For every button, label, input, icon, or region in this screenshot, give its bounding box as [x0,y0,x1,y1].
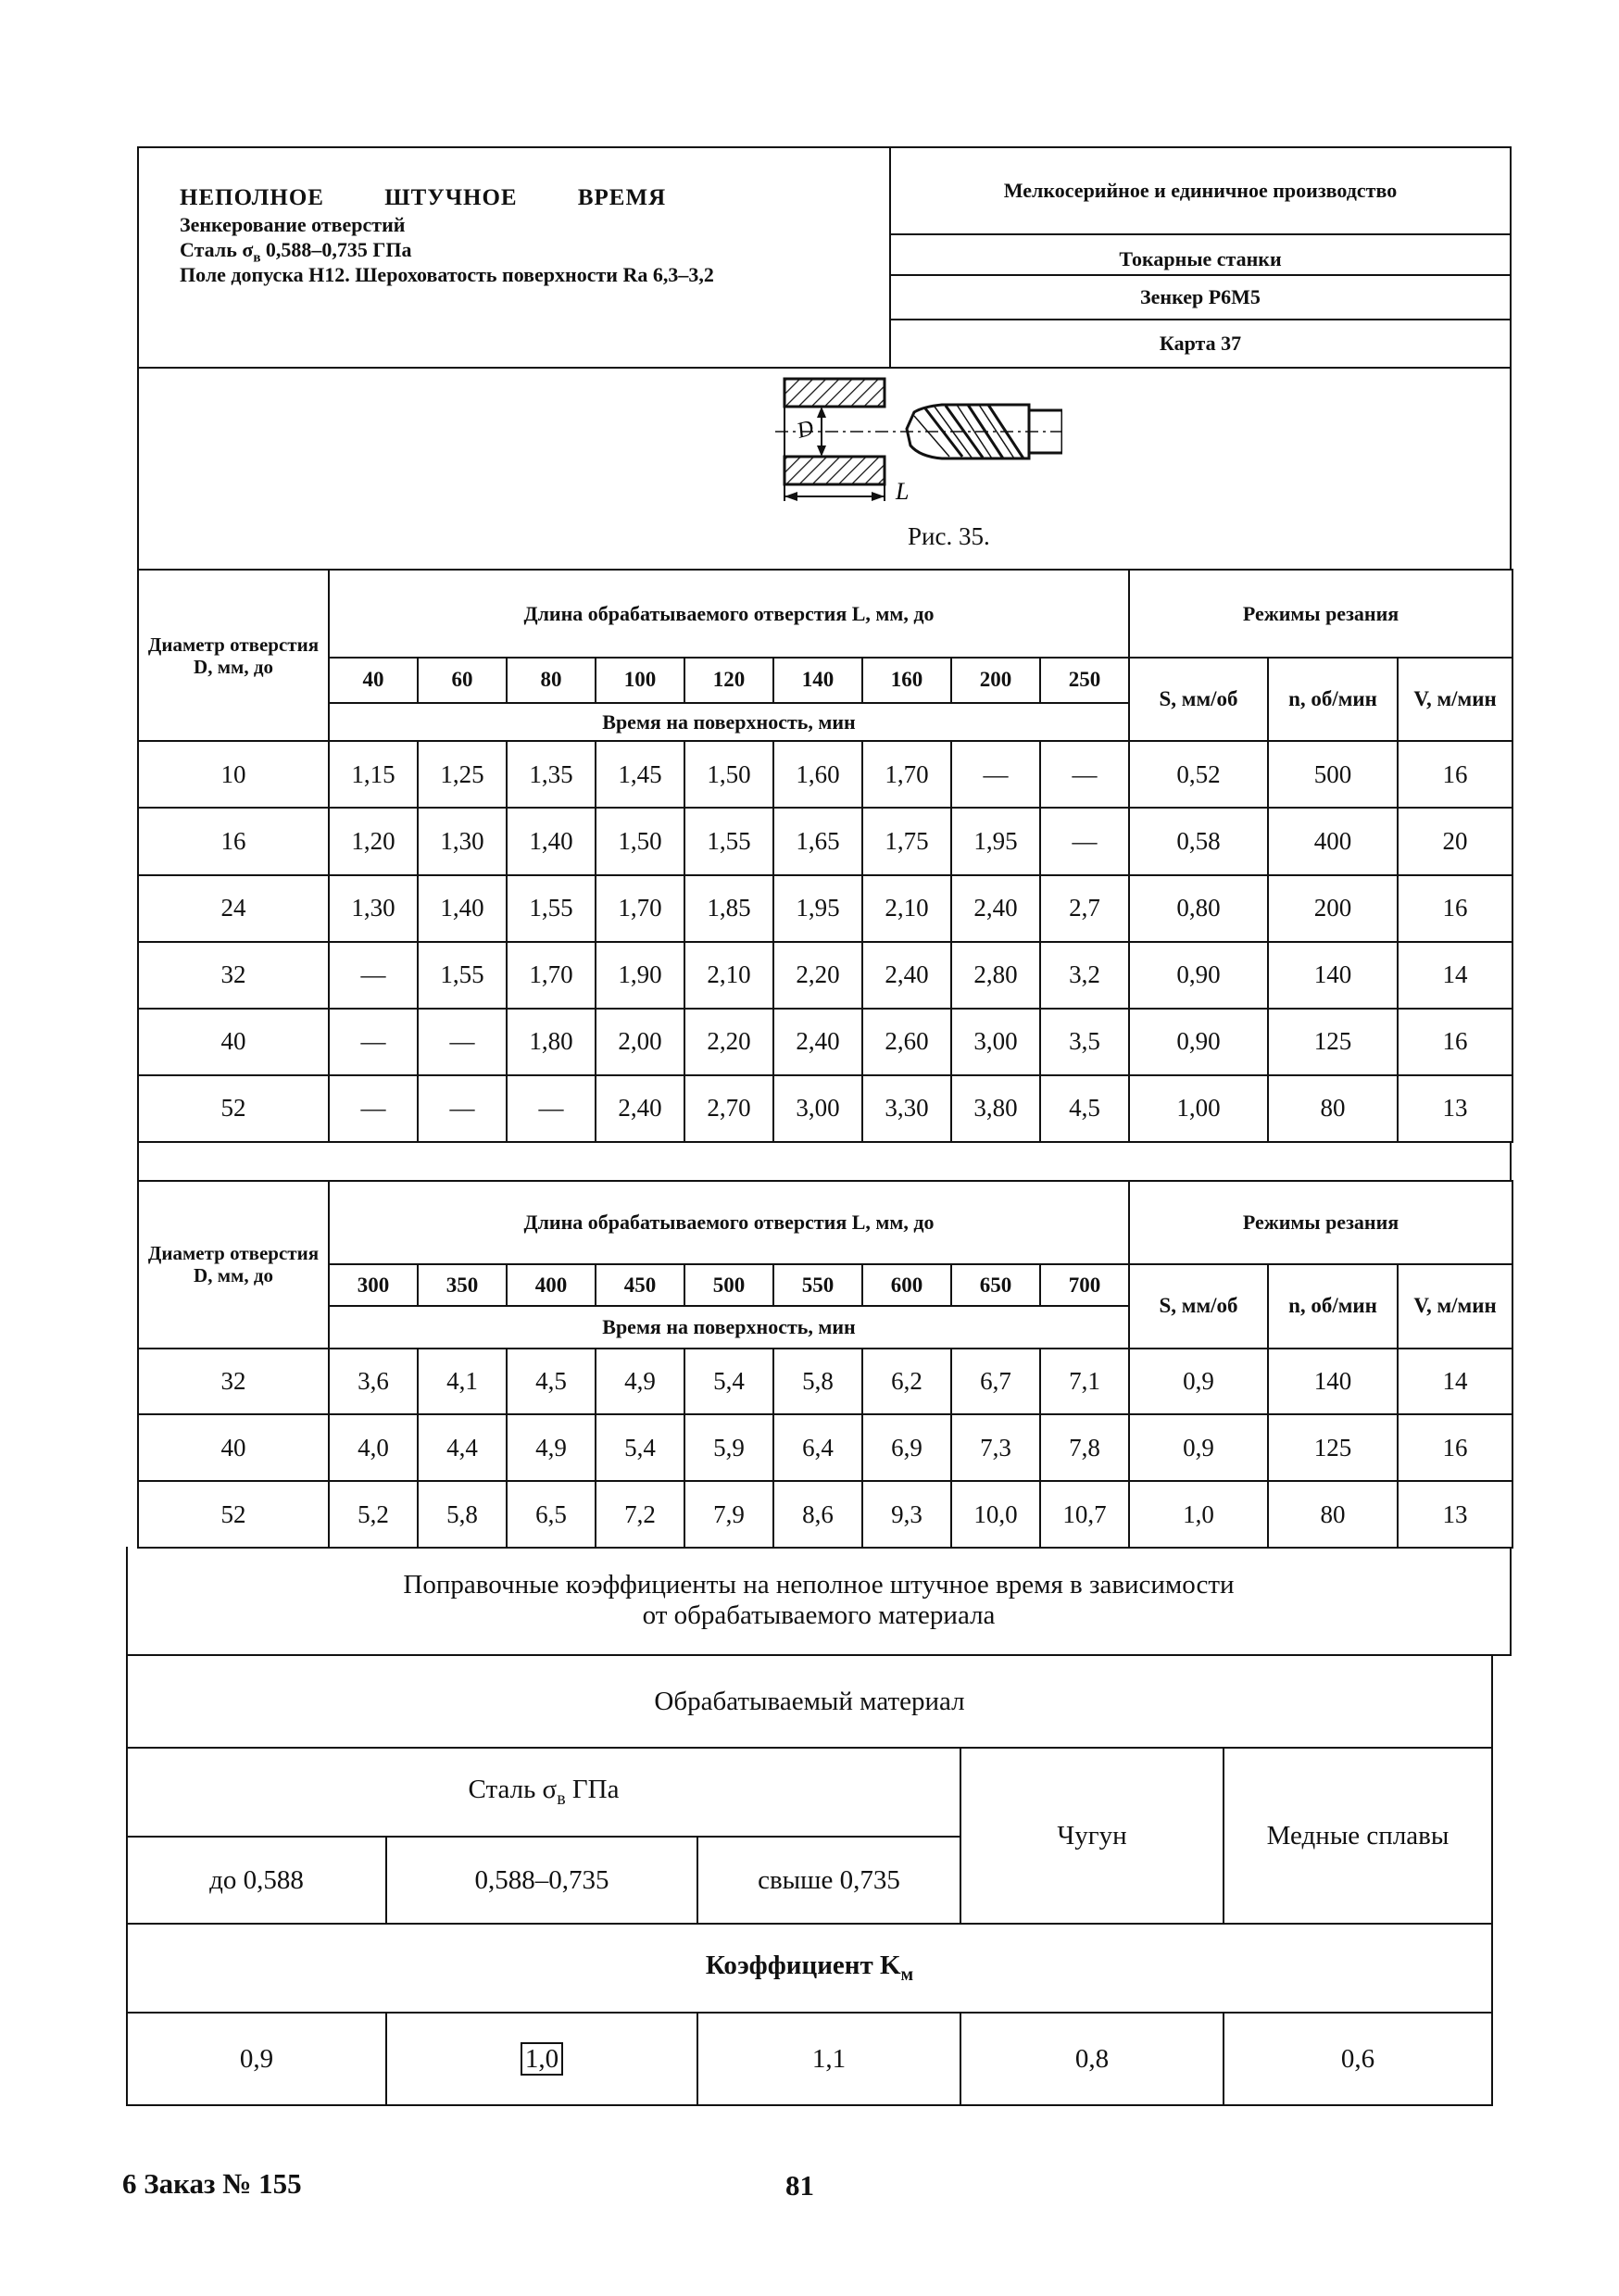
mode-col-v: V, м/мин [1398,1264,1512,1348]
velocity-cell: 16 [1398,1009,1512,1075]
table-row [138,808,1512,874]
steel-suffix: ГПа [565,1775,620,1805]
feed-cell: 0,9 [1129,1414,1268,1481]
time-cell: 5,2 [329,1481,418,1548]
time-cell: 3,00 [951,1009,1040,1075]
time-cell: 6,4 [773,1414,862,1481]
steel-range-low: до 0,588 [127,1837,386,1924]
speed-cell: 140 [1268,942,1398,1009]
machine-cell [891,235,1510,276]
time-header: Время на поверхность, мин [329,1306,1129,1348]
time-cell: 7,9 [684,1481,773,1548]
time-cell: 6,5 [507,1481,596,1548]
speed-cell: 125 [1268,1414,1398,1481]
velocity-cell: 13 [1398,1075,1512,1142]
coefficient-header [127,1924,1492,2013]
diameter-cell: 32 [138,942,329,1009]
time-cell: 1,80 [507,1009,596,1075]
velocity-cell: 20 [1398,808,1512,874]
machine-text: Токарные станки [1119,247,1282,270]
time-cell: — [507,1075,596,1142]
time-cell: 1,55 [418,942,507,1009]
coefficient-value: 1,1 [697,2013,960,2105]
figure-caption: Рис. 35. [908,522,990,550]
time-cell: 1,70 [862,741,951,808]
table-row [138,1481,1512,1548]
speed-cell: 500 [1268,741,1398,808]
time-table-2 [137,1180,1512,1549]
diameter-cell: 52 [138,1481,329,1548]
time-table-2-grid [137,1180,1513,1549]
table-row [138,875,1512,942]
time-cell: 5,8 [773,1349,862,1415]
table-row [138,1075,1512,1142]
speed-cell: 80 [1268,1481,1398,1548]
steel-range-high: свыше 0,735 [697,1837,960,1924]
time-cell: 1,70 [596,875,684,942]
length-col: 80 [507,658,596,703]
coefficient-sub: м [900,1964,914,1985]
time-cell: 1,65 [773,808,862,874]
speed-cell: 400 [1268,808,1398,874]
time-cell: 3,30 [862,1075,951,1142]
material-prefix: Сталь σ [180,238,254,261]
time-cell: 1,40 [507,808,596,874]
production-text: Мелкосерийное и единичное производство [1003,179,1398,202]
time-cell: 1,95 [773,875,862,942]
time-cell: 10,7 [1040,1481,1129,1548]
time-cell: 1,55 [684,808,773,874]
time-cell: 2,20 [684,1009,773,1075]
length-col: 350 [418,1264,507,1306]
time-cell: 4,1 [418,1349,507,1415]
material-line [180,238,412,266]
velocity-cell: 16 [1398,1414,1512,1481]
length-header: Длина обрабатываемого отверстия L, мм, до [329,570,1129,658]
time-cell: 6,2 [862,1349,951,1415]
material-suffix: 0,588–0,735 ГПа [260,238,412,261]
time-cell: 1,30 [418,808,507,874]
time-cell: — [329,1075,418,1142]
time-cell: 7,8 [1040,1414,1129,1481]
length-col: 500 [684,1264,773,1306]
time-cell: — [1040,741,1129,808]
feed-cell: 0,80 [1129,875,1268,942]
mode-col-s: S, мм/об [1129,658,1268,742]
corrections-table [126,1654,1491,2104]
diameter-cell: 32 [138,1349,329,1415]
time-cell: 1,40 [418,875,507,942]
time-cell: 1,35 [507,741,596,808]
time-cell: 2,40 [596,1075,684,1142]
time-cell: 1,70 [507,942,596,1009]
coefficient-value: 0,8 [960,2013,1224,2105]
time-cell: 3,80 [951,1075,1040,1142]
length-col: 100 [596,658,684,703]
length-col: 700 [1040,1264,1129,1306]
tolerance-line: Поле допуска H12. Шероховатость поверхности Ra 6,3–3,2 [180,263,714,286]
time-cell: 1,20 [329,808,418,874]
mode-col-n: n, об/мин [1268,658,1398,742]
header-right [891,148,1510,367]
feed-cell: 0,9 [1129,1349,1268,1415]
time-cell: 2,40 [862,942,951,1009]
diameter-header: Диаметр отверстия D, мм, до [138,1181,329,1349]
time-cell: 4,0 [329,1414,418,1481]
material-sub: в [253,250,261,266]
time-cell: 6,9 [862,1414,951,1481]
header-left [139,148,891,367]
time-cell: — [329,942,418,1009]
card-text: Карта 37 [1159,332,1242,355]
time-cell: 2,10 [862,875,951,942]
copper-header: Медные сплавы [1224,1748,1492,1924]
time-cell: 2,7 [1040,875,1129,942]
tool-text: Зенкер Р6М5 [1140,285,1261,308]
diameter-header: Диаметр отверстия D, мм, до [138,570,329,741]
time-cell: 2,60 [862,1009,951,1075]
time-cell: 7,2 [596,1481,684,1548]
diameter-cell: 52 [138,1075,329,1142]
corrections-title-line-1: Поправочные коэффициенты на неполное штучное время в зависимости [403,1570,1235,1600]
table-row [138,741,1512,808]
length-col: 140 [773,658,862,703]
table-row [138,1349,1512,1415]
time-cell: 5,9 [684,1414,773,1481]
time-cell: 9,3 [862,1481,951,1548]
time-cell: 6,7 [951,1349,1040,1415]
time-cell: 1,85 [684,875,773,942]
time-cell: 3,00 [773,1075,862,1142]
table-row [138,942,1512,1009]
time-cell: 3,6 [329,1349,418,1415]
diameter-label: D [794,416,817,444]
table-separator [137,1141,1512,1182]
time-cell: — [329,1009,418,1075]
time-cell: — [418,1009,507,1075]
modes-header: Режимы резания [1129,1181,1512,1264]
steel-sub: в [557,1788,566,1809]
length-header: Длина обрабатываемого отверстия L, мм, до [329,1181,1129,1264]
time-cell: 1,30 [329,875,418,942]
time-cell: 4,4 [418,1414,507,1481]
time-cell: 2,40 [951,875,1040,942]
length-col: 450 [596,1264,684,1306]
time-cell: 5,8 [418,1481,507,1548]
time-cell: 4,5 [1040,1075,1129,1142]
title [180,185,666,211]
time-cell: 3,5 [1040,1009,1129,1075]
speed-cell: 140 [1268,1349,1398,1415]
page-number: 81 [785,2169,814,2202]
length-col: 160 [862,658,951,703]
velocity-cell: 16 [1398,875,1512,942]
coefficient-value: 0,9 [127,2013,386,2105]
time-cell: 3,2 [1040,942,1129,1009]
speed-cell: 200 [1268,875,1398,942]
diameter-cell: 24 [138,875,329,942]
velocity-cell: 14 [1398,942,1512,1009]
diameter-cell: 40 [138,1009,329,1075]
diameter-cell: 16 [138,808,329,874]
time-cell: 2,10 [684,942,773,1009]
time-cell: 1,15 [329,741,418,808]
time-cell: 1,50 [684,741,773,808]
time-cell: 1,75 [862,808,951,874]
time-cell: 7,3 [951,1414,1040,1481]
time-cell: 1,55 [507,875,596,942]
steel-header [127,1748,960,1837]
time-cell: — [1040,808,1129,874]
order-number: 6 Заказ № 155 [122,2167,302,2200]
cast-iron-header: Чугун [960,1748,1224,1924]
time-cell: 1,60 [773,741,862,808]
steel-prefix: Сталь σ [468,1775,558,1805]
time-cell: 1,45 [596,741,684,808]
material-header: Обрабатываемый материал [127,1655,1492,1748]
time-cell: 8,6 [773,1481,862,1548]
time-table-1-grid [137,569,1513,1143]
time-cell: 2,20 [773,942,862,1009]
time-cell: 7,1 [1040,1349,1129,1415]
coefficient-value: 0,6 [1224,2013,1492,2105]
length-col: 120 [684,658,773,703]
time-cell: 1,90 [596,942,684,1009]
time-cell: 2,70 [684,1075,773,1142]
length-col: 550 [773,1264,862,1306]
length-col: 600 [862,1264,951,1306]
mode-col-n: n, об/мин [1268,1264,1398,1348]
mode-col-s: S, мм/об [1129,1264,1268,1348]
velocity-cell: 13 [1398,1481,1512,1548]
coefficient-value [386,2013,697,2105]
card-cell [891,320,1510,367]
time-cell: 1,25 [418,741,507,808]
time-cell: — [951,741,1040,808]
subtitle: Зенкерование отверстий [180,213,406,236]
time-cell: 5,4 [684,1349,773,1415]
length-col: 60 [418,658,507,703]
length-col: 200 [951,658,1040,703]
length-col: 40 [329,658,418,703]
tool-cell [891,276,1510,320]
countersink-drawing [636,371,1062,510]
title-word-2: ШТУЧНОЕ [384,185,518,210]
feed-cell: 0,58 [1129,808,1268,874]
corrections-title-line-2: от обрабатываемого материала [642,1600,996,1630]
length-col: 250 [1040,658,1129,703]
feed-cell: 0,90 [1129,1009,1268,1075]
production-cell [891,148,1510,235]
feed-cell: 0,90 [1129,942,1268,1009]
header-block [137,146,1512,369]
time-header: Время на поверхность, мин [329,703,1129,741]
time-cell: 2,00 [596,1009,684,1075]
velocity-cell: 16 [1398,741,1512,808]
time-cell: 4,9 [507,1414,596,1481]
title-word-1: НЕПОЛНОЕ [180,185,324,210]
coefficient-prefix: Коэффициент K [705,1951,901,1981]
velocity-cell: 14 [1398,1349,1512,1415]
time-cell: 2,40 [773,1009,862,1075]
length-label: L [896,478,910,505]
length-dimension [784,484,885,501]
table-row [127,2013,1492,2105]
mode-col-v: V, м/мин [1398,658,1512,742]
corrections-title-block [126,1547,1512,1656]
modes-header: Режимы резания [1129,570,1512,658]
time-cell: 2,80 [951,942,1040,1009]
figure-block [137,367,1512,571]
length-col: 300 [329,1264,418,1306]
time-cell: 10,0 [951,1481,1040,1548]
coefficient-value-boxed: 1,0 [521,2042,563,2076]
time-cell: 1,50 [596,808,684,874]
feed-cell: 1,0 [1129,1481,1268,1548]
time-cell: — [418,1075,507,1142]
speed-cell: 80 [1268,1075,1398,1142]
feed-cell: 1,00 [1129,1075,1268,1142]
time-cell: 4,9 [596,1349,684,1415]
corrections-grid [126,1654,1493,2106]
steel-range-mid: 0,588–0,735 [386,1837,697,1924]
table-row [138,1009,1512,1075]
time-cell: 4,5 [507,1349,596,1415]
time-table-1 [137,569,1512,1143]
speed-cell: 125 [1268,1009,1398,1075]
length-col: 400 [507,1264,596,1306]
time-cell: 5,4 [596,1414,684,1481]
length-col: 650 [951,1264,1040,1306]
diameter-cell: 10 [138,741,329,808]
feed-cell: 0,52 [1129,741,1268,808]
diameter-cell: 40 [138,1414,329,1481]
title-word-3: ВРЕМЯ [577,185,667,210]
table-row [138,1414,1512,1481]
time-cell: 1,95 [951,808,1040,874]
